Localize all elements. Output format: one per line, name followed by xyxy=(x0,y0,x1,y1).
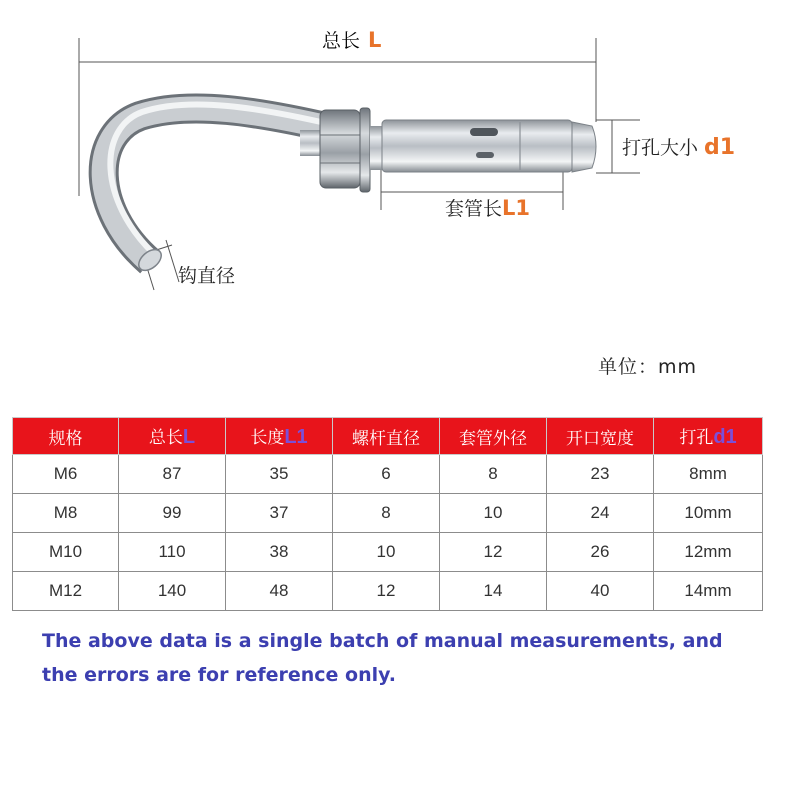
unit-label: 单位：mm xyxy=(598,356,698,378)
table-cell: M12 xyxy=(13,572,119,611)
column-header xyxy=(119,418,226,455)
table-cell: 10mm xyxy=(654,494,763,533)
column-header-text: 螺杆直径 xyxy=(352,428,420,448)
table-cell: 12 xyxy=(440,533,547,572)
column-header-symbol: L1 xyxy=(284,426,308,448)
table-cell: 23 xyxy=(547,455,654,494)
expansion-sleeve xyxy=(382,120,596,172)
hole-size-symbol: d1 xyxy=(704,135,736,160)
rod-segment xyxy=(370,126,382,170)
table-cell: 26 xyxy=(547,533,654,572)
column-header-text: 开口宽度 xyxy=(566,428,634,448)
total-length-label: 总长 L xyxy=(322,28,382,52)
total-length-symbol: L xyxy=(368,28,382,52)
column-header-text: 打孔 xyxy=(679,428,714,447)
table-cell: 12 xyxy=(333,572,440,611)
column-header xyxy=(654,418,763,455)
column-header xyxy=(547,418,654,455)
column-header-text: 套管外径 xyxy=(459,428,527,448)
table-row xyxy=(13,572,763,611)
column-header xyxy=(13,418,119,455)
table-cell: 48 xyxy=(226,572,333,611)
table-row xyxy=(13,494,763,533)
column-header-symbol: d1 xyxy=(713,426,737,448)
table-cell: 87 xyxy=(119,455,226,494)
hook xyxy=(104,104,330,274)
column-header-text: 长度 xyxy=(250,428,285,447)
hook-diameter-label: 钩直径 xyxy=(178,265,236,287)
nut xyxy=(320,110,360,188)
sleeve-length-symbol: L1 xyxy=(502,196,531,220)
column-header xyxy=(333,418,440,455)
table-row xyxy=(13,533,763,572)
column-header-symbol: L xyxy=(182,426,196,448)
table-row xyxy=(13,455,763,494)
sleeve-length-label: 套管长L1 xyxy=(445,196,531,220)
table-cell: 37 xyxy=(226,494,333,533)
column-header xyxy=(226,418,333,455)
table-cell: M8 xyxy=(13,494,119,533)
table-header-row xyxy=(13,418,763,455)
table-cell: 8mm xyxy=(654,455,763,494)
hook-bolt-diagram xyxy=(0,0,800,340)
spec-table xyxy=(12,417,763,611)
table-cell: 99 xyxy=(119,494,226,533)
table-cell: 12mm xyxy=(654,533,763,572)
column-header xyxy=(440,418,547,455)
table-cell: 140 xyxy=(119,572,226,611)
column-header-text: 规格 xyxy=(48,428,83,448)
table-cell: M10 xyxy=(13,533,119,572)
table-cell: 24 xyxy=(547,494,654,533)
hole-size-label: 打孔大小 d1 xyxy=(622,135,736,160)
table-cell: 40 xyxy=(547,572,654,611)
measurement-note: The above data is a single batch of manual measurements, and the errors are for reference only. xyxy=(42,630,723,686)
table-cell: 110 xyxy=(119,533,226,572)
table-cell: 14mm xyxy=(654,572,763,611)
table-cell: 35 xyxy=(226,455,333,494)
table-cell: 8 xyxy=(440,455,547,494)
table-cell: 10 xyxy=(333,533,440,572)
table-cell: 38 xyxy=(226,533,333,572)
table-cell: 6 xyxy=(333,455,440,494)
table-cell: 8 xyxy=(333,494,440,533)
table-cell: 10 xyxy=(440,494,547,533)
table-cell: M6 xyxy=(13,455,119,494)
column-header-text: 总长 xyxy=(148,428,183,447)
table-body xyxy=(13,455,763,611)
table-cell: 14 xyxy=(440,572,547,611)
washer xyxy=(360,108,370,192)
